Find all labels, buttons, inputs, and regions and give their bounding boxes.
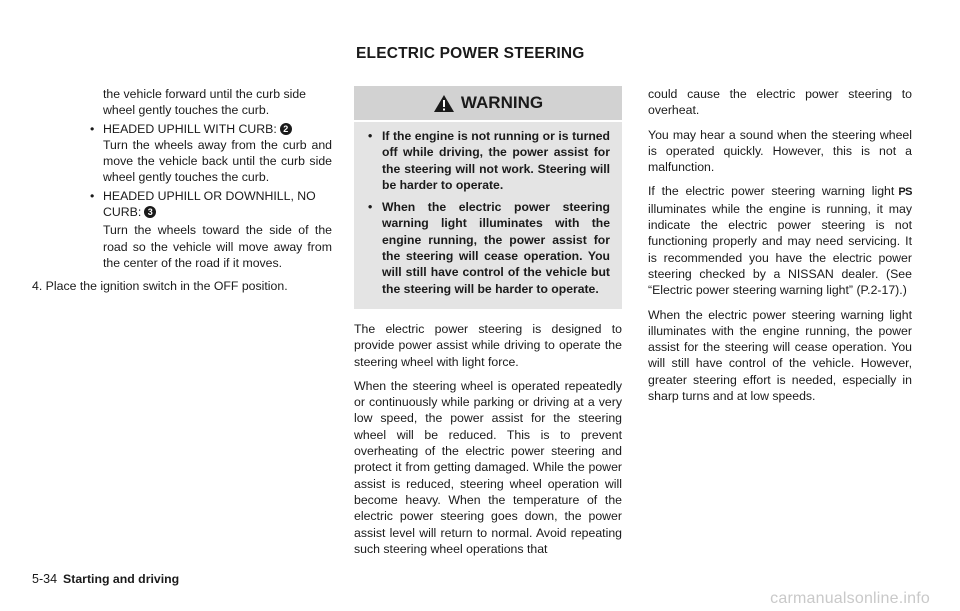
paragraph: You may hear a sound when the steering wheel is operated quickly. However, this is not a malfunction. bbox=[648, 127, 912, 175]
column-left bbox=[32, 86, 332, 295]
paragraph: When the steering wheel is operated repeatedly or continuously while parking or driving at a very low speed, the power assist for the steering wheel will be reduced. This is to prevent overheating of the electric power steering and protect it from getting damaged. While the power assist is reduced, steering wheel operation will become heavy. When the temperature of the electric power steering goes down, the power assist level will return to normal. Avoid repeating such steering wheel operations that bbox=[354, 378, 622, 556]
warning-box bbox=[354, 86, 622, 309]
page-number: 5-34 bbox=[32, 572, 58, 586]
bullet-no-curb-label-2: CURB: 3 bbox=[103, 204, 332, 220]
paragraph: could cause the electric power steering to overheat. bbox=[648, 87, 912, 118]
section-name: Starting and driving bbox=[63, 572, 180, 586]
warning-triangle-icon bbox=[433, 94, 455, 113]
warning-item: • If the engine is not running or is turned off while driving, the power assist for the steering will not work. Steering will be harder to operate. bbox=[368, 129, 610, 192]
intro-text: the vehicle forward until the curb side wheel gently touches the curb. bbox=[103, 87, 307, 118]
bullet-uphill-curb-text: Turn the wheels away from the curb and move the vehicle back until the curb side wheel gently touches the curb. bbox=[103, 137, 332, 185]
power-steering-warning-icon: PS bbox=[898, 186, 912, 199]
watermark: carmanualsonline.info bbox=[770, 590, 930, 607]
paragraph: The electric power steering is designed to provide power assist while driving to operate the steering wheel with light force. bbox=[354, 321, 622, 369]
callout-3-icon: 3 bbox=[144, 206, 156, 218]
warning-header bbox=[354, 86, 622, 122]
bullet-uphill-curb: • HEADED UPHILL WITH CURB: 2 bbox=[90, 121, 332, 137]
bullet-dot: • bbox=[90, 188, 95, 203]
page-footer bbox=[32, 572, 179, 586]
bullet-no-curb-text: Turn the wheels toward the side of the road so the vehicle will move away from the center of the road if it moves. bbox=[103, 223, 332, 270]
paragraph-warning-light: If the electric power steering warning light PS illuminates while the engine is running, it may indicate the electric power steering is not functioning properly and may need servicing. It is recommended you have the electric power steering checked by a NISSAN dealer. (See “Electric power steering warning light” (P.2-17).) bbox=[648, 184, 912, 298]
bullet-dot: • bbox=[90, 121, 95, 136]
warning-item: • When the electric power steering warning light illuminates with the engine running, the power assist for the steering will cease operation. You will still have control of the vehicle but the steering will be harder to operate. bbox=[368, 200, 610, 296]
paragraph: When the electric power steering warning light illuminates with the engine running, the power assist for the steering will cease operation. You will still have control of the vehicle. However, greater steering effort is needed, especially in sharp turns and at low speeds. bbox=[648, 307, 912, 404]
page-title: ELECTRIC POWER STEERING bbox=[356, 45, 585, 62]
step-4: 4. Place the ignition switch in the OFF position. bbox=[32, 279, 288, 294]
bullet-no-curb: • HEADED UPHILL OR DOWNHILL, NO bbox=[90, 188, 316, 203]
column-right bbox=[648, 86, 912, 404]
column-middle bbox=[354, 86, 622, 557]
warning-title: WARNING bbox=[460, 92, 544, 112]
callout-2-icon: 2 bbox=[280, 123, 292, 135]
